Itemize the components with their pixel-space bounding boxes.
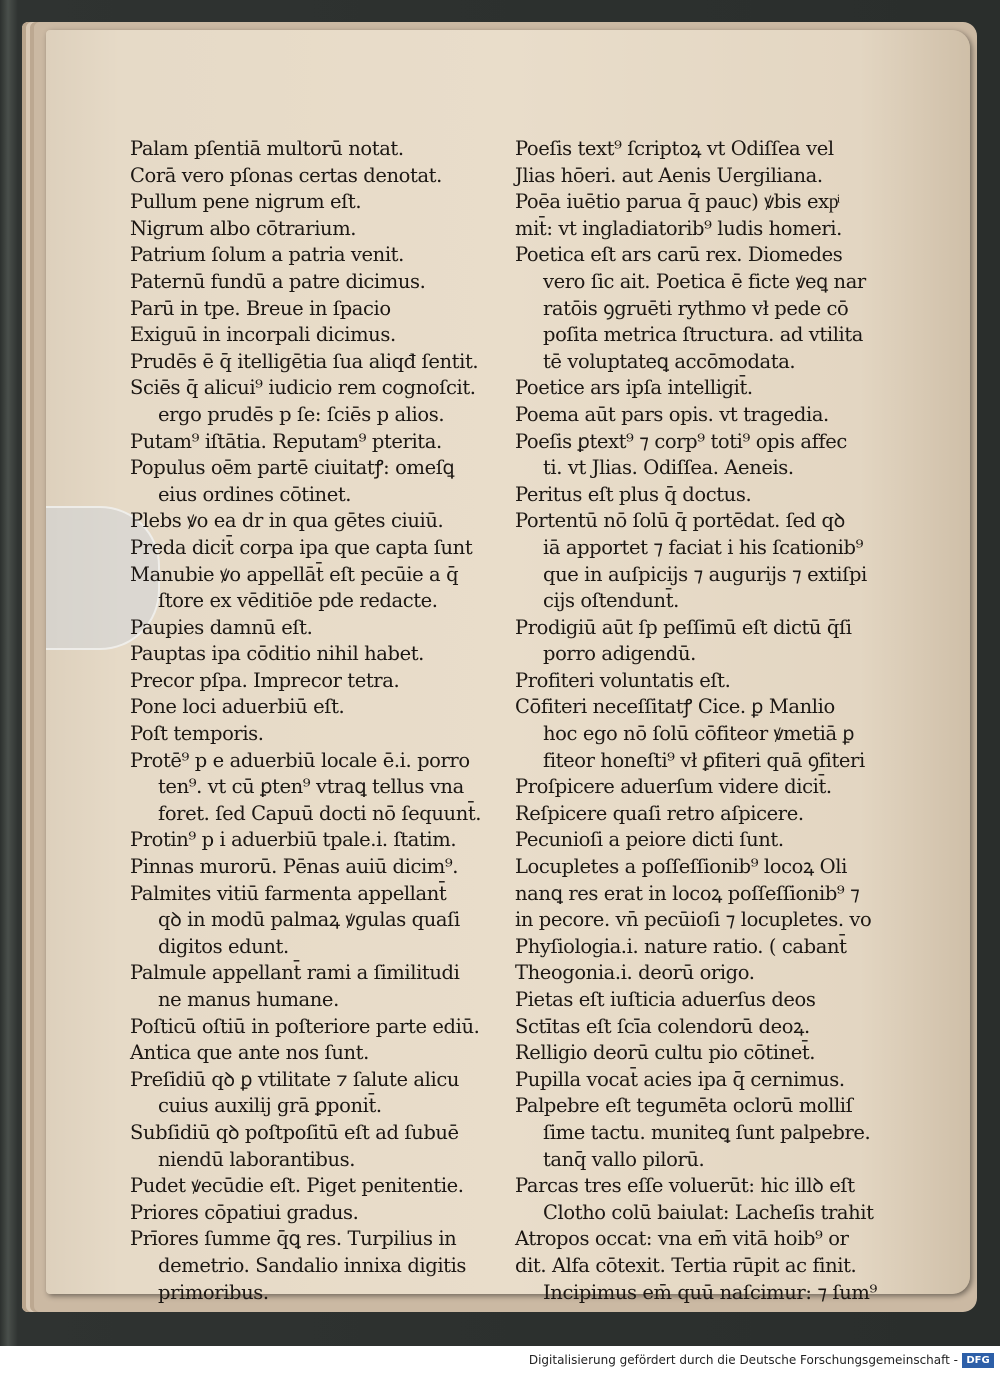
text-line: Priores cōpatiui gradus.: [130, 1200, 359, 1224]
text-line: iā apportet ⁊ faciat i his ſcationib⁹: [543, 535, 863, 559]
text-line: Poſt temporis.: [130, 722, 264, 746]
text-line: Poetice ars ipſa intelligit̄.: [515, 376, 753, 400]
text-line: Pudet ꝟecūdie eſt. Piget penitentie.: [130, 1174, 464, 1198]
footer-credit: Digitalisierung gefördert durch die Deutsche Forschungsgemeinschaft -: [528, 1353, 958, 1367]
text-line: ne manus humane.: [158, 988, 339, 1011]
text-line: Incipimus em̄ quū naſcimur: ⁊ ſum⁹: [543, 1280, 877, 1304]
text-line: Prīores ſumme q̄ꝗ res. Turpilius in: [130, 1227, 457, 1251]
text-line: Poema aūt pars opis. vt tragedia.: [515, 402, 829, 426]
text-line: Locupletes a poſſeſſionib⁹ locoꝝ Oli: [515, 855, 847, 879]
text-line: Jlias hōeri. aut Aenis Uergiliana.: [515, 163, 823, 187]
text-line: ſime tactu. muniteꝗ ſunt palpebre.: [543, 1120, 871, 1144]
text-line: cuius auxilij grā ꝑponit̄.: [158, 1094, 382, 1118]
text-line: foret. ſed Capuū docti nō ſequunt̄.: [158, 801, 482, 825]
text-line: eius ordines cōtinet.: [158, 482, 352, 506]
text-line: Sctītas eſt ſcīa colendorū deoꝝ.: [515, 1014, 810, 1038]
text-line: porro adigendū.: [543, 642, 696, 666]
text-line: Pietas eſt iuſticia aduerſus deos: [515, 988, 816, 1011]
text-line: Palmites vitiū farmenta appellant̄: [130, 881, 447, 905]
text-line: Palam pſentiā multorū notat.: [130, 137, 404, 160]
text-line: Poeſis ꝑtext⁹ ⁊ corp⁹ toti⁹ opis affec: [515, 429, 847, 453]
text-line: Antica que ante nos ſunt.: [130, 1041, 369, 1065]
footer-bar: [0, 1346, 1000, 1376]
text-line: Portentū nō ſolū q̄ portēdat. ſed qꝺ: [515, 509, 845, 533]
text-line: Manubie ꝟo appellāt̄ eſt pecūie a q̄: [130, 562, 459, 586]
text-line: Populus oēm partē ciuitatꝭ: omeſꝗ: [130, 456, 455, 480]
text-line: Nigrum albo cōtrarium.: [130, 216, 357, 240]
text-line: ſtore ex vēditiōe pde redacte.: [158, 589, 438, 613]
text-line: ten⁹. vt cū ꝑten⁹ vtraꝗ tellus vna: [158, 775, 464, 799]
text-line: nanꝗ res erat in locoꝝ poſſeſſionib⁹ ⁊: [515, 881, 860, 905]
text-line: Exiguū in incorpali dicimus.: [130, 323, 396, 347]
text-line: primoribus.: [158, 1280, 269, 1304]
text-line: Clotho colū baiulat: Lacheſis trahit: [543, 1200, 874, 1224]
text-line: Putam⁹ iſtātia. Reputam⁹ pterita.: [130, 429, 442, 453]
text-line: dit. Alfa cōtexit. Tertia rūpit ac finit.: [515, 1253, 857, 1277]
text-line: ergo prudēs p ſe: ſciēs p alios.: [158, 402, 445, 426]
text-line: Corā vero pſonas certas denotat.: [130, 163, 442, 187]
text-line: Atropos occat: vna em̄ vitā hoib⁹ or: [515, 1227, 849, 1251]
text-line: Poēa iuētio parua q̄ pauc) ꝟbis expͥ: [515, 190, 839, 214]
text-line: Poſticū oſtiū in poſteriore parte ediū.: [130, 1014, 480, 1038]
text-line: niendū laborantibus.: [158, 1147, 356, 1171]
text-line: Theogonia.i. deorū origo.: [515, 961, 755, 985]
text-line: Paupies damnū eſt.: [130, 615, 313, 639]
text-line: Precor pſpa. Imprecor tetra.: [130, 668, 400, 692]
text-line: Palmule appellant̄ rami a ſimilitudi: [130, 961, 460, 985]
right-text-column: [515, 136, 910, 1306]
text-line: digitos edunt.: [158, 934, 289, 958]
text-line: Paternū fundū a patre dicimus.: [130, 269, 426, 293]
text-line: vero ſic ait. Poetica ē ficte ꝟeꝗ nar: [543, 269, 866, 293]
text-line: mit̄: vt ingladiatorib⁹ ludis homeri.: [515, 216, 842, 240]
text-line: Relligio deorū cultu pio cōtinet̄.: [515, 1041, 816, 1065]
text-line: Pupilla vocat̄ acies ipa q̄ cernimus.: [515, 1067, 845, 1091]
text-line: Cōfiteri neceſſitatꝭ Cice. ꝑ Manlio: [515, 695, 835, 719]
text-line: que in auſpicijs ⁊ augurijs ⁊ extiſpi: [543, 562, 867, 586]
text-line: Palpebre eſt tegumēta oclorū molliſ: [515, 1094, 853, 1118]
text-line: Patrium ſolum a patria venit.: [130, 243, 404, 267]
text-line: tanq̄ vallo pilorū.: [543, 1147, 705, 1171]
text-line: Pullum pene nigrum eſt.: [130, 190, 362, 214]
text-line: Reſpicere quaſi retro aſpicere.: [515, 801, 804, 825]
text-line: Poeſis text⁹ ſcriptoꝝ vt Odiſſea vel: [515, 137, 834, 160]
text-line: Protē⁹ p e aduerbiū locale ē.i. porro: [130, 748, 470, 772]
text-line: Prodigiū aūt ſp peſſimū eſt dictū q̄ſi: [515, 615, 852, 639]
text-line: fiteor honeſti⁹ vł ꝑfiteri quā ꝯfiteri: [543, 748, 865, 772]
text-line: Pinnas murorū. Pēnas auiū dicim⁹.: [130, 855, 459, 879]
text-line: cijs oſtendunt̄.: [543, 589, 679, 613]
text-line: Prudēs ē q̄ itelligētia ſua aliqđ ſentit.: [130, 349, 479, 373]
text-line: Pauptas ipa cōditio nihil habet.: [130, 642, 424, 666]
text-line: Poetica eſt ars carū rex. Diomedes: [515, 243, 843, 267]
text-line: Phyſiologia.i. nature ratio. ( cabant̄: [515, 934, 847, 958]
text-line: Proſpicere aduerſum videre dicit̄.: [515, 775, 832, 799]
text-line: Plebs ꝟo ea dr in qua gētes ciuiū.: [130, 509, 444, 533]
dfg-logo: DFG: [962, 1353, 994, 1368]
text-line: Sciēs q̄ alicui⁹ iudicio rem cognoſcit.: [130, 376, 476, 400]
text-line: Pecunioſi a peiore dicti ſunt.: [515, 828, 784, 852]
text-line: ratōis ꝯgruēti rythmo vł pede cō: [543, 296, 849, 320]
text-line: qꝺ in modū palmaꝝ ꝟgulas quaſi: [158, 908, 460, 932]
text-line: tē voluptateꝗ accōmodata.: [543, 349, 796, 373]
text-line: Peritus eſt plus q̄ doctus.: [515, 482, 752, 506]
text-line: Parū in tpe. Breue in ſpacio: [130, 296, 391, 320]
text-line: hoc ego nō ſolū cōfiteor ꝟmetiā ꝑ: [543, 722, 855, 746]
text-line: poſita metrica ſtructura. ad vtilita: [543, 323, 864, 347]
left-text-column: [130, 136, 525, 1306]
text-line: Preſidiū qꝺ ꝑ vtilitate ⁊ ſalute alicu: [130, 1067, 460, 1091]
text-line: ti. vt Jlias. Odiſſea. Aeneis.: [543, 456, 794, 480]
text-line: Preda dicit̄ corpa ipa que capta ſunt: [130, 535, 473, 559]
text-line: in pecore. vn̄ pecūioſi ⁊ locupletes. vo: [515, 908, 872, 932]
text-line: Parcas tres eſſe voluerūt: hic illꝺ eſt: [515, 1174, 855, 1198]
text-line: Profiteri voluntatis eſt.: [515, 668, 731, 692]
text-line: Subſidiū qꝺ poſtpoſitū eſt ad ſubuē: [130, 1120, 459, 1144]
text-line: Protin⁹ p i aduerbiū tpale.i. ſtatim.: [130, 828, 457, 852]
text-line: Pone loci aduerbiū eſt.: [130, 695, 345, 719]
text-line: demetrio. Sandalio innixa digitis: [158, 1253, 467, 1277]
